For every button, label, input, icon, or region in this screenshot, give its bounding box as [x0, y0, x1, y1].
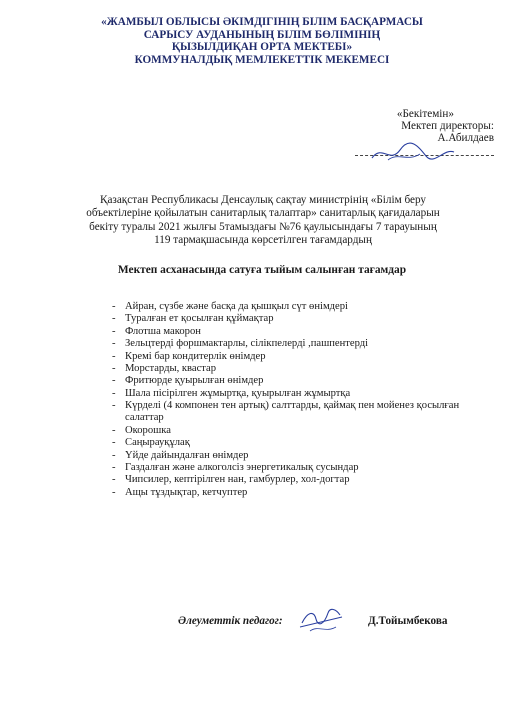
list-marker: -: [112, 362, 116, 374]
header-line: «ЖАМБЫЛ ОБЛЫСЫ ӘКІМДІГІНІҢ БІЛІМ БАСҚАРМАСЫ: [101, 16, 423, 28]
header-line: ҚЫЗЫЛДИҚАН ОРТА МЕКТЕБІ»: [171, 41, 353, 54]
list-item-text: Саңырауқұлақ: [125, 437, 190, 449]
list-item: [112, 301, 492, 313]
list-item: [112, 326, 492, 338]
list-marker: -: [112, 437, 116, 449]
list-item-text: Зельцтерді форшмактарлы, сілікпелерді ,пашпентерді: [125, 338, 369, 350]
list-item: [112, 338, 492, 350]
intro-line: объектілеріне қойылатын санитарлық талаптар» санитарлық қағидаларын: [86, 207, 440, 220]
list-marker: -: [112, 424, 116, 436]
document-footer: [0, 613, 524, 643]
list-item: [112, 487, 492, 499]
list-item-text: Флотша макорон: [125, 325, 201, 337]
intro-line: бекіту туралы 2021 жылғы 5тамыздағы №76 қаулысындағы 7 тарауының: [89, 220, 437, 233]
list-item-text: Морстарды, квастар: [125, 362, 217, 374]
list-item: [112, 437, 492, 449]
list-marker: -: [112, 387, 116, 399]
list-marker: -: [112, 375, 116, 387]
list-marker: -: [112, 325, 116, 337]
intro-paragraph: [40, 194, 486, 248]
list-marker: -: [112, 461, 116, 473]
list-item-text: Туралған ет қосылған құймақтар: [125, 313, 274, 325]
document-header: [0, 16, 524, 66]
list-item-text: Күрделі (4 компонен тен артық) салттарды, қаймақ пен мойенез қосылған салаттар: [125, 400, 460, 424]
approval-label: «Бекітемін»: [396, 108, 454, 120]
list-marker: -: [112, 313, 116, 325]
list-item-text: Үйде дайындалған өнімдер: [125, 449, 249, 461]
list-item-text: Фритюрде қуырылған өнімдер: [125, 375, 264, 387]
intro-line: 119 тармақшасында көрсетілген тағамдардың: [154, 234, 372, 247]
list-marker: -: [112, 486, 116, 498]
director-signature-icon: [368, 138, 458, 168]
list-item: [112, 313, 492, 325]
list-marker: -: [112, 449, 116, 461]
list-item: [112, 450, 492, 462]
list-item-text: Окорошка: [125, 424, 171, 436]
list-item: [112, 425, 492, 437]
header-line: КОММУНАЛДЫҚ МЕМЛЕКЕТТІК МЕКЕМЕСІ: [134, 53, 390, 66]
approval-name: А.Абилдаев: [437, 132, 494, 145]
footer-role: Әлеуметтік педагог:: [178, 615, 283, 627]
list-item: [112, 388, 492, 400]
list-marker: -: [112, 301, 116, 312]
header-line: САРЫСУ АУДАНЫНЫҢ БІЛІМ БӨЛІМІНІҢ: [143, 28, 381, 41]
list-item-text: Чипсилер, кептірілген нан, гамбурлер, хол-догтар: [125, 474, 350, 486]
list-item: [112, 363, 492, 375]
list-item: [112, 351, 492, 363]
list-marker: -: [112, 400, 116, 412]
list-item: [112, 474, 492, 486]
list-marker: -: [112, 350, 116, 362]
list-marker: -: [112, 474, 116, 486]
approval-position: Мектеп директоры:: [401, 120, 494, 133]
list-marker: -: [112, 338, 116, 350]
list-item-text: Айран, сүзбе және басқа да қышқыл сүт өнімдері: [125, 301, 348, 312]
list-item: [112, 400, 492, 425]
list-item: [112, 462, 492, 474]
list-item-text: Ащы тұздықтар, кетчуптер: [125, 486, 248, 498]
prohibited-foods-list: [112, 301, 492, 499]
list-item: [112, 375, 492, 387]
list-item-text: Газдалған және алкоголсіз энергетикалық сусындар: [125, 461, 359, 473]
footer-name: Д.Тойымбекова: [368, 615, 448, 627]
intro-line: Қазақстан Республикасы Денсаулық сақтау министрінің «Білім беру: [99, 194, 427, 206]
list-title: Мектеп асханасында сатуға тыйым салынған тағамдар: [117, 264, 407, 276]
list-item-text: Шала пісірілген жұмыртқа, қуырылған жұмыртқа: [125, 387, 351, 399]
pedagogue-signature-icon: [296, 603, 346, 635]
list-item-text: Кремі бар кондитерлік өнімдер: [125, 350, 266, 362]
